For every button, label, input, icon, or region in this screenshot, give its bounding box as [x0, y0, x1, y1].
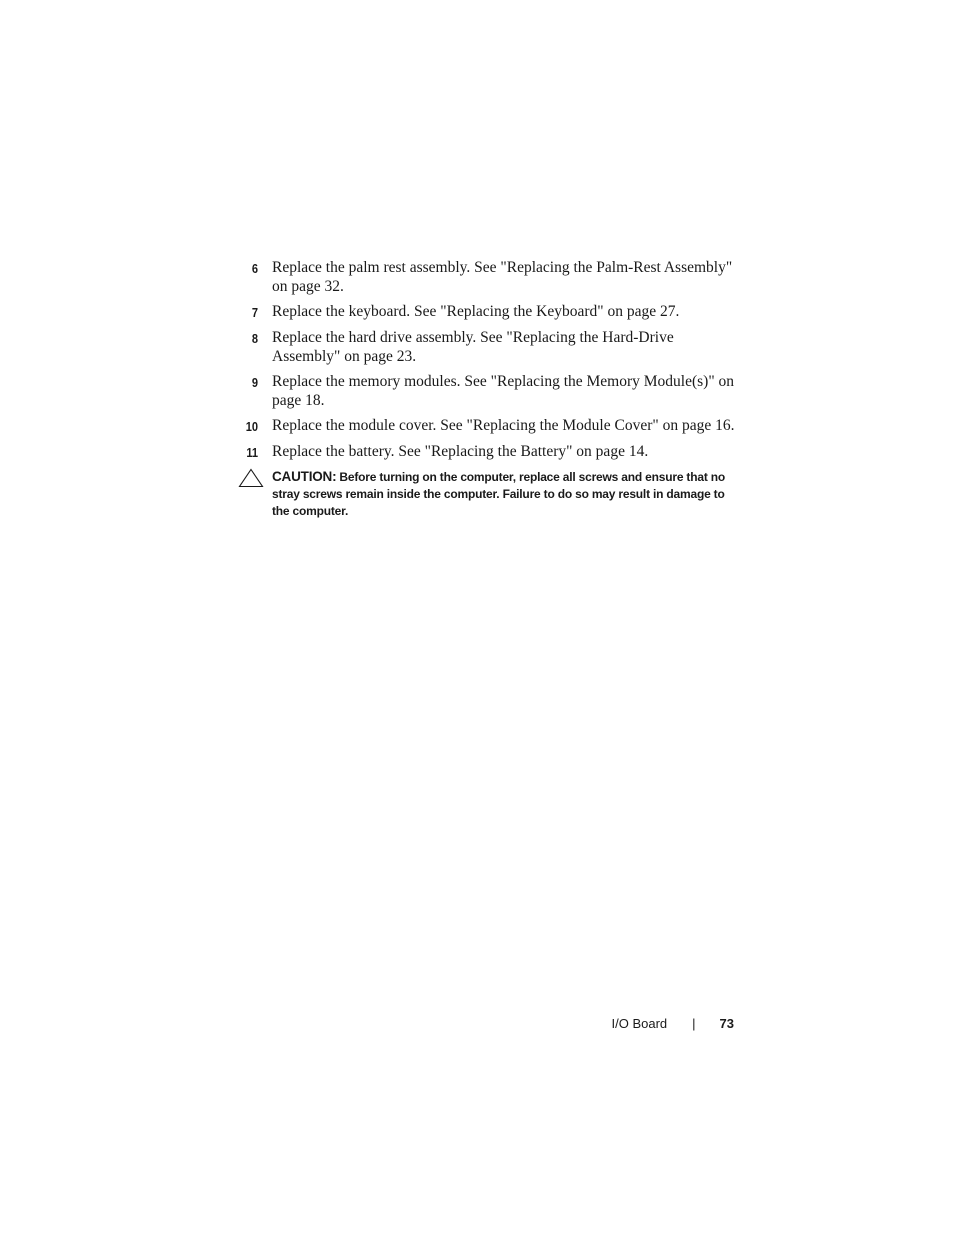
step-text: Replace the palm rest assembly. See "Replacing the Palm-Rest Assembly" on page 32.	[272, 259, 733, 295]
step-item	[236, 258, 736, 296]
step-text: Replace the keyboard. See "Replacing the Keyboard" on page 27.	[272, 303, 680, 320]
step-number: 8	[251, 331, 258, 346]
footer-section-title: I/O Board	[611, 1016, 668, 1031]
step-number: 9	[251, 375, 258, 390]
caution-body: Before turning on the computer, replace all screws and ensure that no stray screws remain inside the computer. Failure to do so may result in damage to the computer.	[272, 470, 726, 518]
step-number: 7	[251, 305, 258, 320]
step-text: Replace the hard drive assembly. See "Replacing the Hard-Drive Assembly" on page 23.	[272, 329, 674, 365]
step-item	[236, 372, 736, 410]
step-number: 10	[245, 419, 258, 434]
step-item	[236, 416, 736, 436]
caution-text	[272, 468, 738, 520]
step-item	[236, 442, 736, 462]
step-text: Replace the module cover. See "Replacing the Module Cover" on page 16.	[272, 417, 735, 434]
reassembly-steps	[236, 258, 736, 468]
step-number: 6	[251, 261, 258, 276]
page-number: 73	[719, 1016, 734, 1031]
page-footer	[612, 1015, 735, 1033]
footer-separator: |	[692, 1016, 696, 1031]
step-text: Replace the battery. See "Replacing the Battery" on page 14.	[272, 443, 649, 460]
step-item	[236, 302, 736, 322]
caution-label: CAUTION:	[272, 469, 337, 484]
caution-notice	[238, 468, 738, 520]
step-number: 11	[246, 445, 258, 460]
warning-triangle-icon	[238, 468, 264, 488]
step-item	[236, 328, 736, 366]
step-text: Replace the memory modules. See "Replacing the Memory Module(s)" on page 18.	[272, 373, 735, 409]
